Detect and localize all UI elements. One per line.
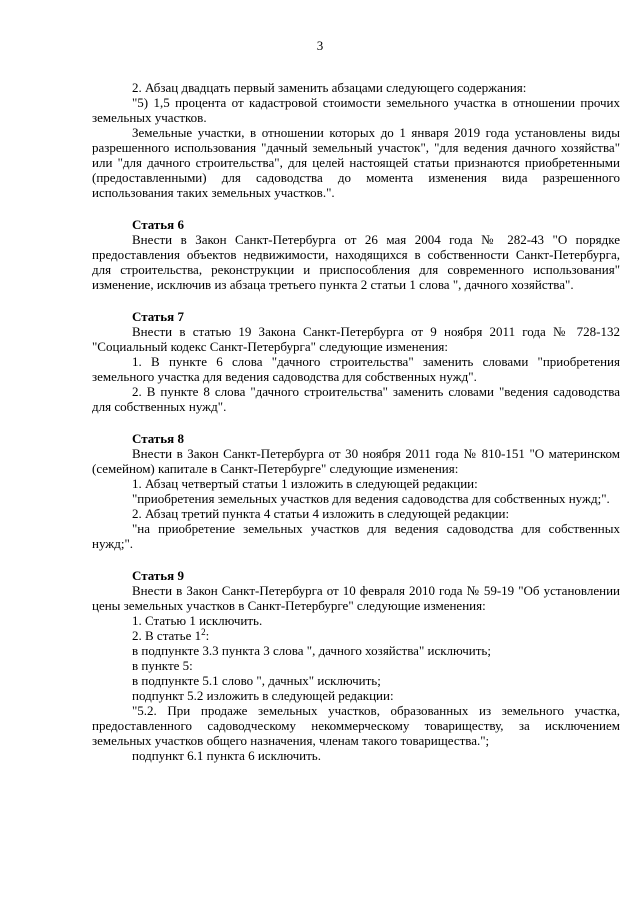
article-8-paragraph-3: "приобретения земельных участков для ведения садоводства для собственных нужд;". bbox=[132, 491, 610, 506]
article-9-paragraph-3-colon: : bbox=[205, 628, 210, 643]
article-5-paragraph-2: "5) 1,5 процента от кадастровой стоимости земельного участка в отношении прочих земельных участков. bbox=[92, 95, 620, 125]
article-9-paragraph-3 bbox=[92, 628, 620, 643]
article-9-paragraph-3-text: 2. В статье 1 bbox=[132, 628, 202, 643]
article-9-paragraph-1: Внести в Закон Санкт-Петербурга от 10 февраля 2010 года № 59-19 "Об установлении цены земельных участков в Санкт-Петербурге" следующие изменения: bbox=[92, 583, 620, 613]
article-7-paragraph-2: 1. В пункте 6 слова "дачного строительства" заменить словами "приобретения земельного участка для ведения садоводства для собственных нужд". bbox=[92, 354, 620, 384]
article-8-paragraph-2: 1. Абзац четвертый статьи 1 изложить в следующей редакции: bbox=[132, 476, 478, 491]
article-9-paragraph-7: подпункт 5.2 изложить в следующей редакции: bbox=[132, 688, 394, 703]
page-number: 3 bbox=[316, 38, 324, 53]
superscript-2: 2 bbox=[201, 627, 206, 637]
article-8-paragraph-4: 2. Абзац третий пункта 4 статьи 4 изложить в следующей редакции: bbox=[132, 506, 510, 521]
article-6-heading: Статья 6 bbox=[132, 217, 184, 232]
article-9-paragraph-2: 1. Статью 1 исключить. bbox=[132, 613, 263, 628]
article-8-paragraph-5: "на приобретение земельных участков для ведения садоводства для собственных нужд;". bbox=[92, 521, 620, 551]
article-9-paragraph-4: в подпункте 3.3 пункта 3 слова ", дачного хозяйства" исключить; bbox=[132, 643, 491, 658]
article-9-paragraph-8: "5.2. При продаже земельных участков, образованных из земельного участка, предоставленного садоводческому некоммерческому товариществу, за исключением земельных участков общего назначения, членам такого товарищества."; bbox=[92, 703, 620, 748]
article-8-heading: Статья 8 bbox=[132, 431, 184, 446]
article-9-paragraph-5: в пункте 5: bbox=[132, 658, 193, 673]
article-9-heading: Статья 9 bbox=[132, 568, 184, 583]
article-8-paragraph-1: Внести в Закон Санкт-Петербурга от 30 ноября 2011 года № 810-151 "О материнском (семейном) капитале в Санкт-Петербурге" следующие изменения: bbox=[92, 446, 620, 476]
article-9-paragraph-9: подпункт 6.1 пункта 6 исключить. bbox=[132, 748, 321, 763]
article-5-paragraph-1: 2. Абзац двадцать первый заменить абзацами следующего содержания: bbox=[132, 80, 527, 95]
article-5-paragraph-3: Земельные участки, в отношении которых до 1 января 2019 года установлены виды разрешенного использования "дачный земельный участок", "для ведения дачного хозяйства" или "для дачного строительства", для целей настоящей статьи признаются приобретенными (предоставленными) для садоводства до момента изменения вида разрешенного использования таких земельных участков.". bbox=[92, 125, 620, 200]
article-7-paragraph-1: Внести в статью 19 Закона Санкт-Петербурга от 9 ноября 2011 года № 728-132 "Социальный кодекс Санкт-Петербурга" следующие изменения: bbox=[92, 324, 620, 354]
document-body bbox=[92, 80, 620, 763]
article-9-paragraph-6: в подпункте 5.1 слово ", дачных" исключить; bbox=[132, 673, 381, 688]
article-7-paragraph-3: 2. В пункте 8 слова "дачного строительства" заменить словами "ведения садоводства для собственных нужд". bbox=[92, 384, 620, 414]
article-7-heading: Статья 7 bbox=[132, 309, 184, 324]
article-6-paragraph-1: Внести в Закон Санкт-Петербурга от 26 мая 2004 года № 282-43 "О порядке предоставления объектов недвижимости, находящихся в собственности Санкт-Петербурга, для строительства, реконструкции и приспособления для современного использования" изменение, исключив из абзаца третьего пункта 2 статьи 1 слова ", дачного хозяйства". bbox=[92, 232, 620, 292]
